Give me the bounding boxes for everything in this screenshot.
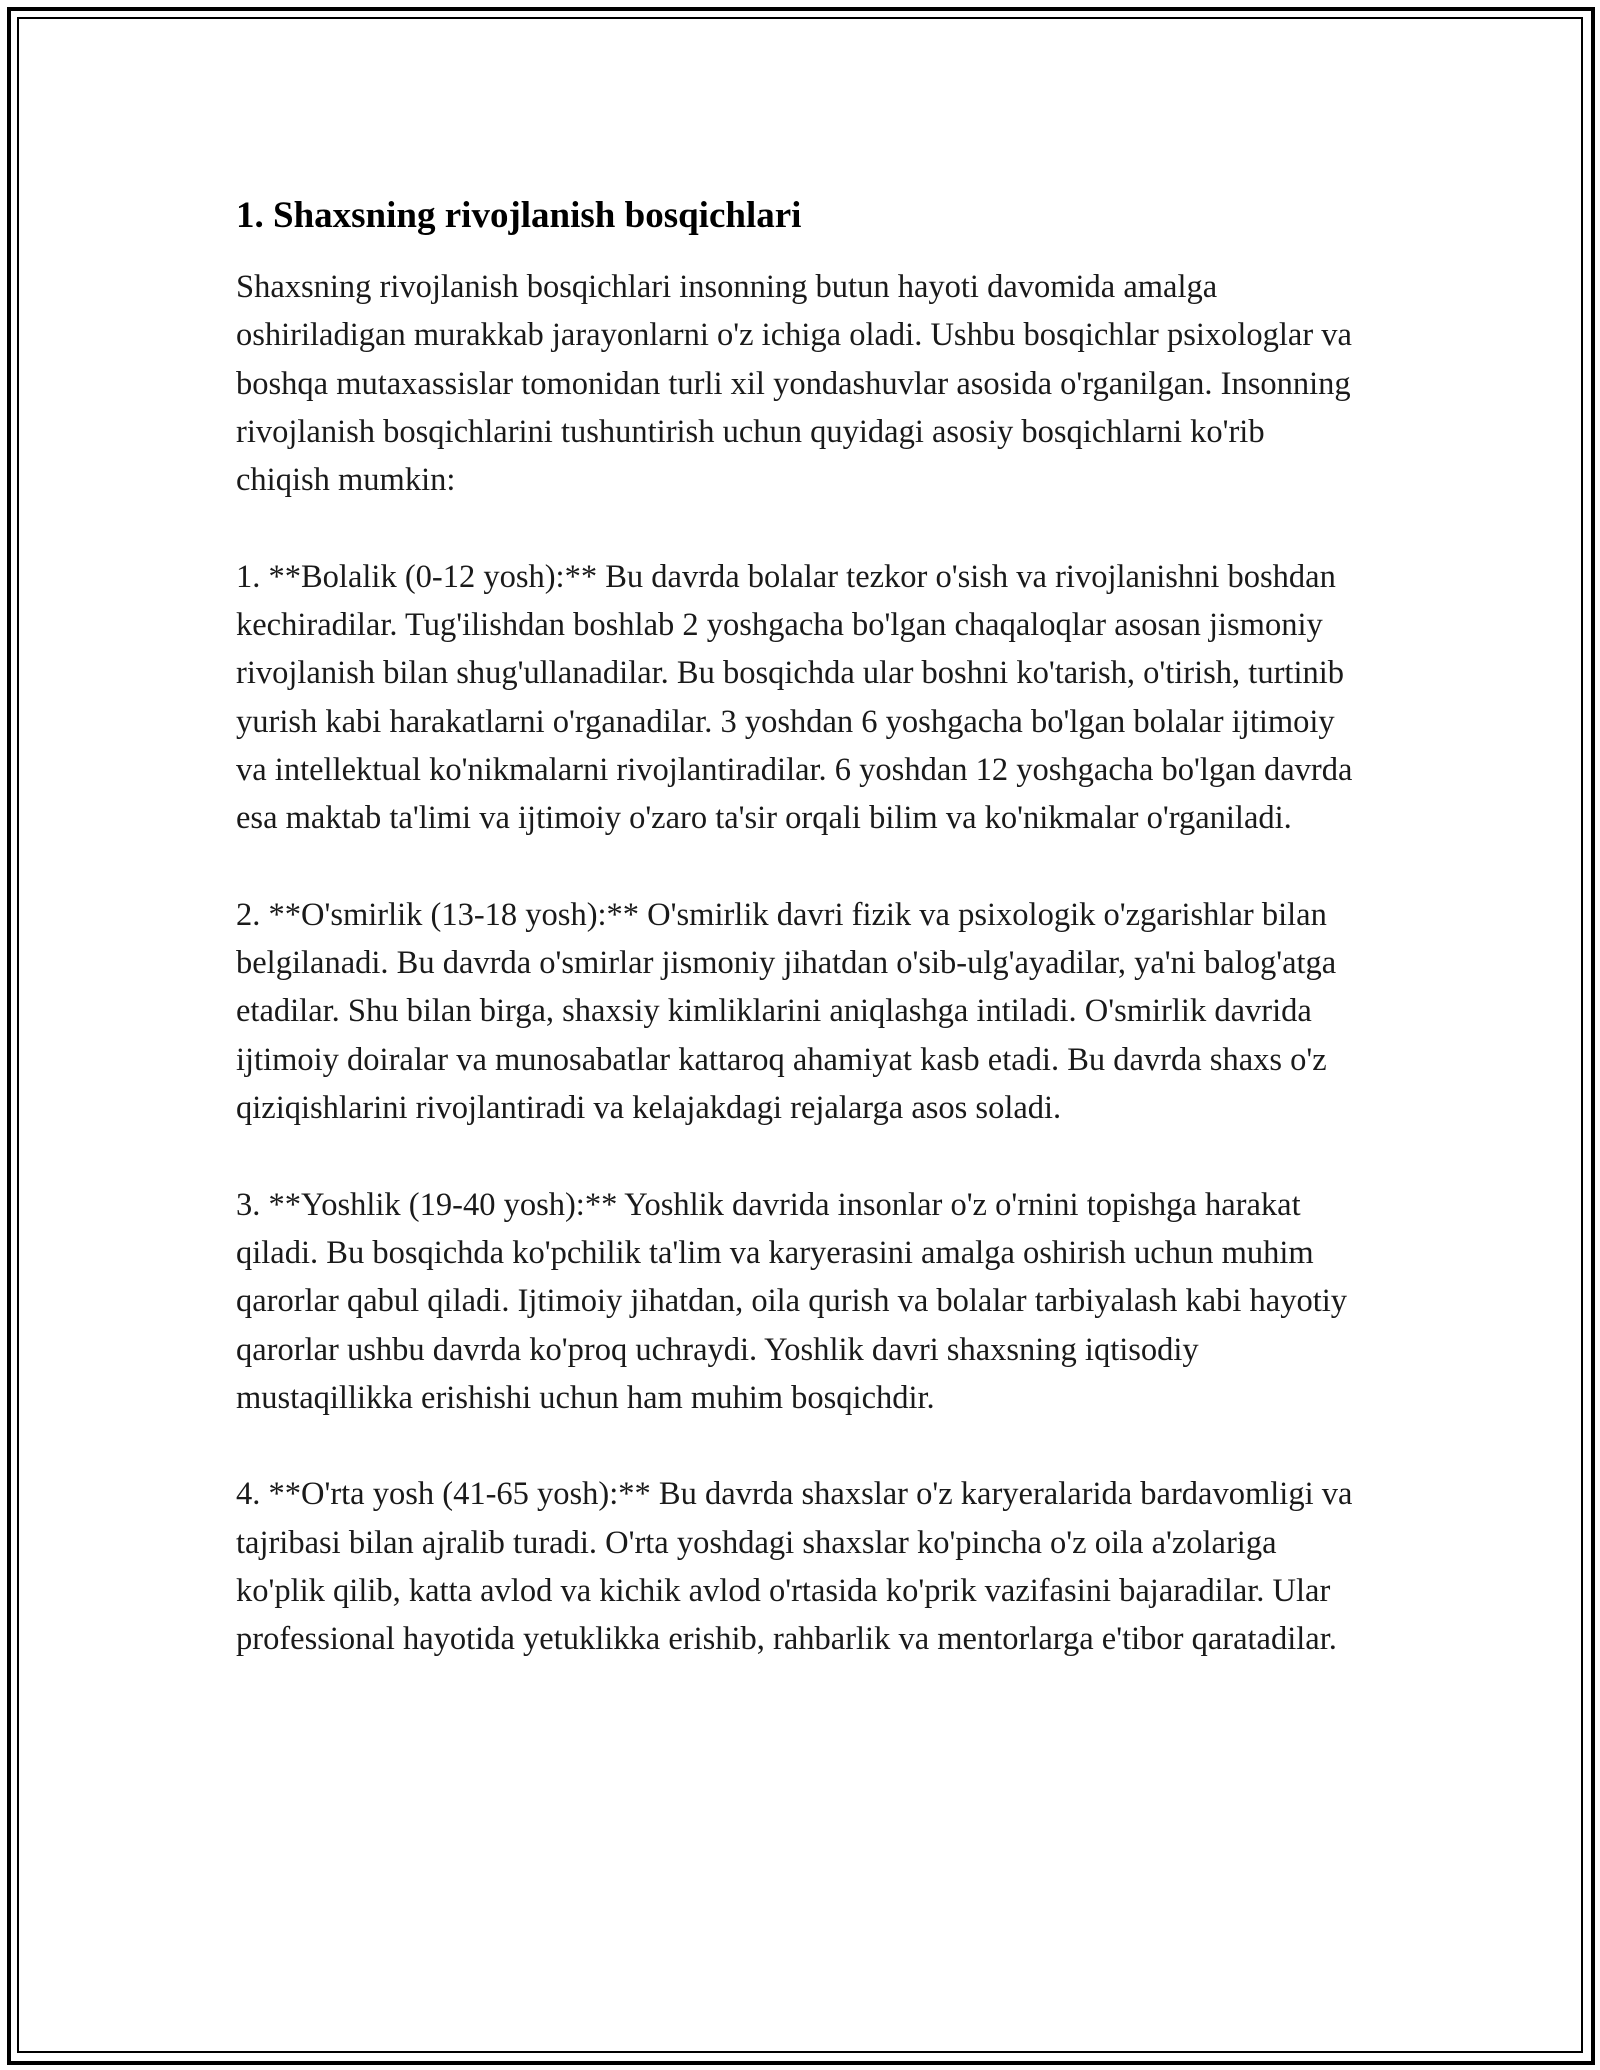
page-title: 1. Shaxsning rivojlanish bosqichlari <box>236 195 802 236</box>
section-youth: 3. **Yoshlik (19-40 yosh):** Yoshlik davrida insonlar o'z o'rnini topishga harakat qiladi. Bu bosqichda ko'pchilik ta'lim va karyerasini amalga oshirish uchun muhim qarorlar qabul qiladi. Ijtimoiy jihatdan, oila qurish va bolalar tarbiyalash kabi hayotiy qarorlar ushbu davrda ko'proq uchraydi. Yoshlik davri shaxsning iqtisodiy mustaqillikka erishishi uchun ham muhim bosqichdir. <box>236 1186 1348 1416</box>
section-adolescence: 2. **O'smirlik (13-18 yosh):** O'smirlik davri fizik va psixologik o'zgarishlar bilan belgilanadi. Bu davrda o'smirlar jismoniy jihatdan o'sib-ulg'ayadilar, ya'ni balog'atga etadilar. Shu bilan birga, shaxsiy kimliklarini aniqlashga intiladi. O'smirlik davrida ijtimoiy doiralar va munosabatlar kattaroq ahamiyat kasb etadi. Bu davrda shaxs o'z qiziqishlarini rivojlantiradi va kelajakdagi rejalarga asos soladi. <box>236 896 1337 1127</box>
intro-paragraph: Shaxsning rivojlanish bosqichlari insonning butun hayoti davomida amalga oshiriladigan murakkab jarayonlarni o'z ichiga oladi. Ushbu bosqichlar psixologlar va boshqa mutaxassislar tomonidan turli xil yondashuvlar asosida o'rganilgan. Insonning rivojlanish bosqichlarini tushuntirish uchun quyidagi asosiy bosqichlarni ko'rib chiqish mumkin: <box>236 269 1352 499</box>
document-body <box>236 186 1366 1664</box>
section-childhood: 1. **Bolalik (0-12 yosh):** Bu davrda bolalar tezkor o'sish va rivojlanishni boshdan kechiradilar. Tug'ilishdan boshlab 2 yoshgacha bo'lgan chaqaloqlar asosan jismoniy rivojlanish bilan shug'ullanadilar. Bu bosqichda ular boshni ko'tarish, o'tirish, turtinib yurish kabi harakatlarni o'rganadilar. 3 yoshdan 6 yoshgacha bo'lgan bolalar ijtimoiy va intellektual ko'nikmalarni rivojlantiradilar. 6 yoshdan 12 yoshgacha bo'lgan davrda esa maktab ta'limi va ijtimoiy o'zaro ta'sir orqali bilim va ko'nikmalar o'rganiladi. <box>236 558 1353 837</box>
section-middle-age: 4. **O'rta yosh (41-65 yosh):** Bu davrda shaxslar o'z karyeralarida bardavomligi va tajribasi bilan ajralib turadi. O'rta yoshdagi shaxslar ko'pincha o'z oila a'zolariga ko'plik qilib, katta avlod va kichik avlod o'rtasida ko'prik vazifasini bajaradilar. Ular professional hayotida yetuklikka erishib, rahbarlik va mentorlarga e'tibor qaratadilar. <box>236 1476 1353 1658</box>
